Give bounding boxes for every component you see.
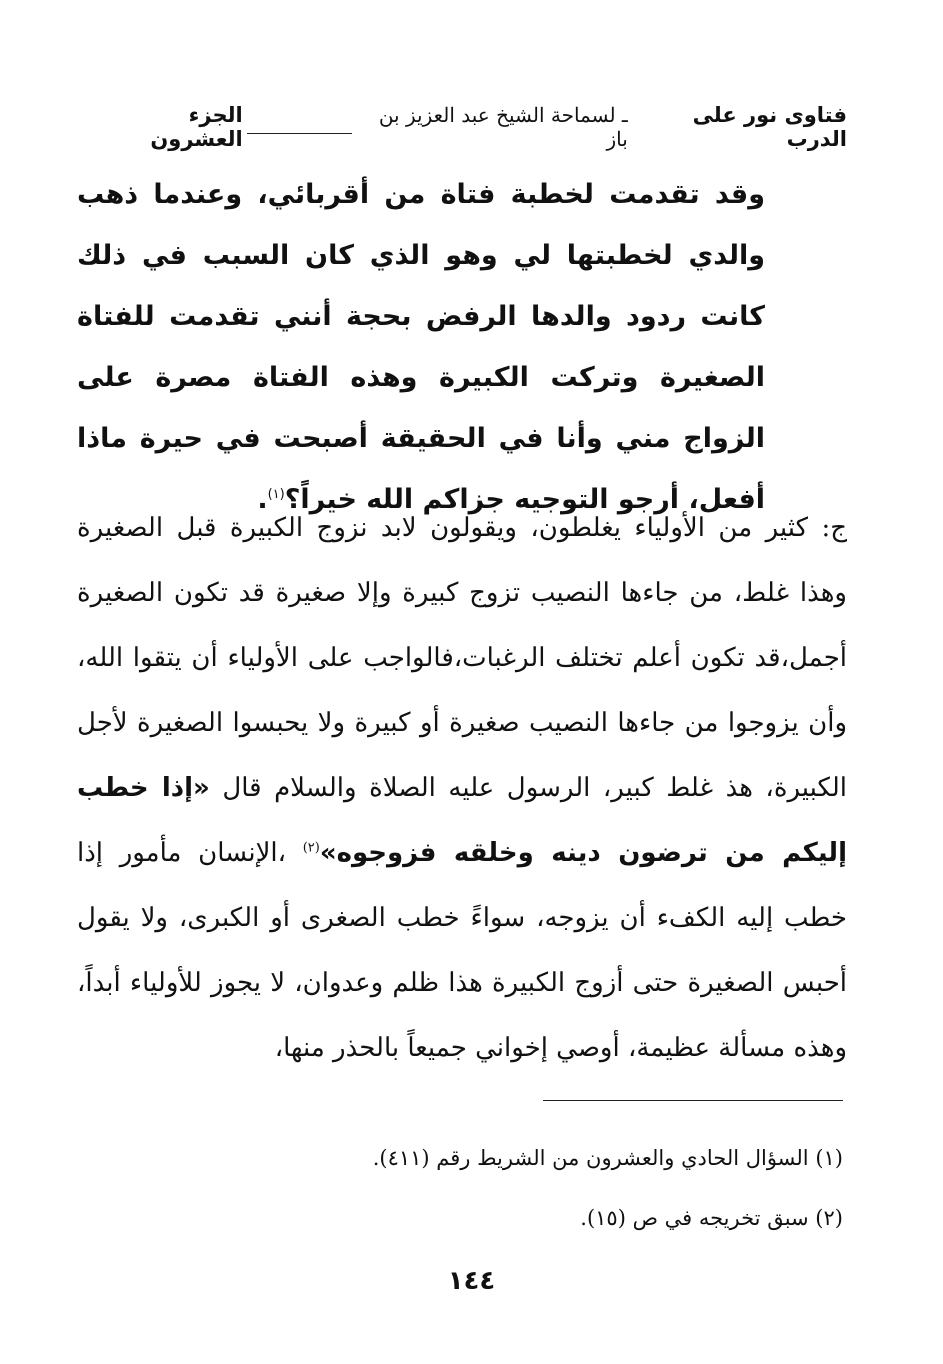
part-label: الجزء العشرون bbox=[150, 103, 243, 151]
header-rule bbox=[247, 133, 353, 134]
page-number: ١٤٤ bbox=[447, 1266, 496, 1296]
footnote-separator bbox=[543, 1100, 843, 1101]
question-text: وقد تقدمت لخطبة فتاة من أقربائي، وعندما ذهب والدي لخطبتها لي وهو الذي كان السبب في ذلك كانت ردود والدها الرفض بحجة أنني تقدمت للفتاة الصغيرة وتركت الكبيرة وهذه الفتاة مصرة على الزواج مني وأنا في الحقيقة أصبحت في حيرة ماذا أفعل، أرجو التوجيه جزاكم الله خيراً؟ bbox=[77, 179, 765, 515]
footnote-1: (١) السؤال الحادي والعشرون من الشريط رقم (٤١١). bbox=[372, 1146, 843, 1170]
header-title-group bbox=[243, 103, 847, 151]
footnote-ref-2: (٢) bbox=[302, 840, 320, 856]
footnote-2: (٢) سبق تخريجه في ص (١٥). bbox=[580, 1206, 843, 1230]
book-title: فتاوى نور على الدرب bbox=[692, 103, 847, 151]
author-line: ـ لسماحة الشيخ عبد العزيز بن باز bbox=[378, 103, 628, 151]
footnotes bbox=[143, 1128, 843, 1248]
answer-text-part2: ،الإنسان مأمور إذا خطب إليه الكفء أن يزوجه، سواءً خطب الصغرى أو الكبرى، ولا يقول أحبس الصغيرة حتى أزوج الكبيرة هذا ظلم وعدوان، لا يجوز للأولياء أبداً، وهذه مسألة عظيمة، أوصي إخواني جميعاً بالحذر منها، bbox=[77, 838, 847, 1063]
running-header bbox=[95, 103, 847, 151]
question-paragraph bbox=[77, 164, 765, 530]
question-end-mark: . bbox=[257, 484, 268, 515]
answer-text-part1: ج: كثير من الأولياء يغلطون، ويقولون لابد نزوج الكبيرة قبل الصغيرة وهذا غلط، من جاءها النصيب تزوج كبيرة وإلا صغيرة قد تكون الصغيرة أجمل،قد تكون أعلم تختلف الرغبات،فالواجب على الأولياء أن يتقوا الله، وأن يزوجوا من جاءها النصيب صغيرة أو كبيرة ولا يحبسوا الصغيرة لأجل الكبيرة، هذ غلط كبير، الرسول عليه الصلاة والسلام قال bbox=[77, 513, 847, 803]
hadith-quote: «إذا خطب إليكم من ترضون دينه وخلقه فزوجوه» bbox=[77, 773, 847, 868]
answer-paragraph bbox=[77, 496, 847, 1081]
footnote-ref-1: (١) bbox=[267, 487, 285, 502]
